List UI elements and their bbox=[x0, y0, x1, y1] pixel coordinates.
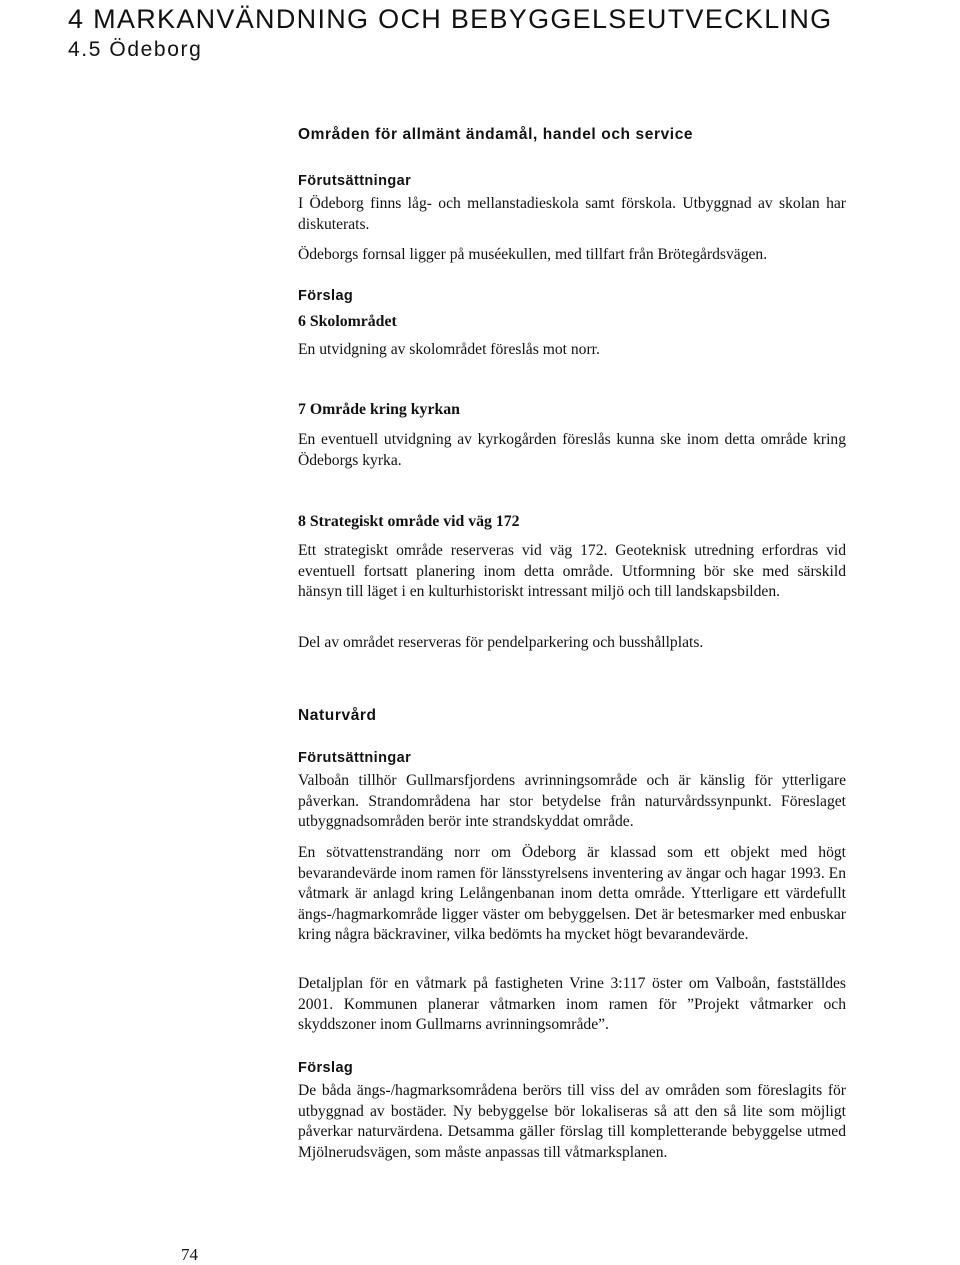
section-title-public-areas: Områden för allmänt ändamål, handel och service bbox=[298, 126, 694, 143]
page-number: 74 bbox=[181, 1245, 198, 1264]
paragraph-wetland-plan: Detaljplan för en våtmark på fastigheten Vrine 3:117 öster om Valboån, fastställdes 2001. Kommunen planerar våtmarken inom ramen för ”Projekt våtmarker och skyddszoner inom Gullmarns avrinningsområde”. bbox=[298, 975, 846, 1033]
page-header bbox=[68, 2, 948, 64]
item-7-text: En eventuell utvidgning av kyrkogården föreslås kunna ske inom detta område kring Ödeborgs kyrka. bbox=[298, 431, 846, 469]
item-6-text: En utvidgning av skolområdet föreslås mot norr. bbox=[298, 341, 600, 358]
prerequisites-heading-nature: Förutsättningar bbox=[298, 750, 412, 766]
paragraph-valboan: Valboån tillhör Gullmarsfjordens avrinningsområde och är känslig för ytterligare påverkan. Strandområdena har stor betydelse från naturvårdssynpunkt. Föreslaget utbyggnadsområden berör inte strandskyddat område. bbox=[298, 772, 846, 830]
proposal-heading-nature: Förslag bbox=[298, 1060, 354, 1076]
chapter-title: 4 MARKANVÄNDNING OCH BEBYGGELSEUTVECKLING bbox=[68, 4, 833, 34]
prerequisites-heading: Förutsättningar bbox=[298, 173, 412, 189]
paragraph-museum: Ödeborgs fornsal ligger på muséekullen, med tillfart från Brötegårdsvägen. bbox=[298, 246, 768, 263]
item-8-text: Ett strategiskt område reserveras vid väg 172. Geoteknisk utredning erfordras vid eventuell fortsatt planering inom detta område. Utformning bör ske med särskild hänsyn till läget i en kulturhistoriskt intressant miljö och till landskapsbilden. bbox=[298, 542, 846, 600]
paragraph-school: I Ödeborg finns låg- och mellanstadieskola samt förskola. Utbyggnad av skolan har diskuterats. bbox=[298, 195, 846, 233]
proposal-heading: Förslag bbox=[298, 288, 354, 304]
item-8-title: 8 Strategiskt område vid väg 172 bbox=[298, 513, 520, 530]
section-subtitle: 4.5 Ödeborg bbox=[68, 38, 203, 61]
item-8-text-parking: Del av området reserveras för pendelparkering och busshållplats. bbox=[298, 634, 704, 651]
paragraph-meadow: En sötvattenstrandäng norr om Ödeborg är klassad som ett objekt med högt bevarandevärde inom ramen för länsstyrelsens inventering av ängar och hagar 1993. En våtmark är anlagd kring Lelångenbanan inom detta område. Ytterligare ett värdefullt ängs-/hagmarkområde ligger väster om bebyggelsen. Det är betesmarker med enbuskar kring några bäckraviner, vilka bedömts ha mycket högt bevarandevärde. bbox=[298, 844, 846, 943]
item-7-title: 7 Område kring kyrkan bbox=[298, 401, 460, 418]
item-6-title: 6 Skolområdet bbox=[298, 313, 397, 330]
section-title-nature: Naturvård bbox=[298, 707, 377, 724]
paragraph-proposal-nature: De båda ängs-/hagmarksområdena berörs till viss del av områden som föreslagits för utbyggnad av bostäder. Ny bebyggelse bör lokaliseras så att den så lite som möjligt påverkar naturvärdena. Detsamma gäller förslag till kompletterande bebyggelse utmed Mjölnerudsvägen, som måste anpassas till våtmarksplanen. bbox=[298, 1082, 846, 1161]
